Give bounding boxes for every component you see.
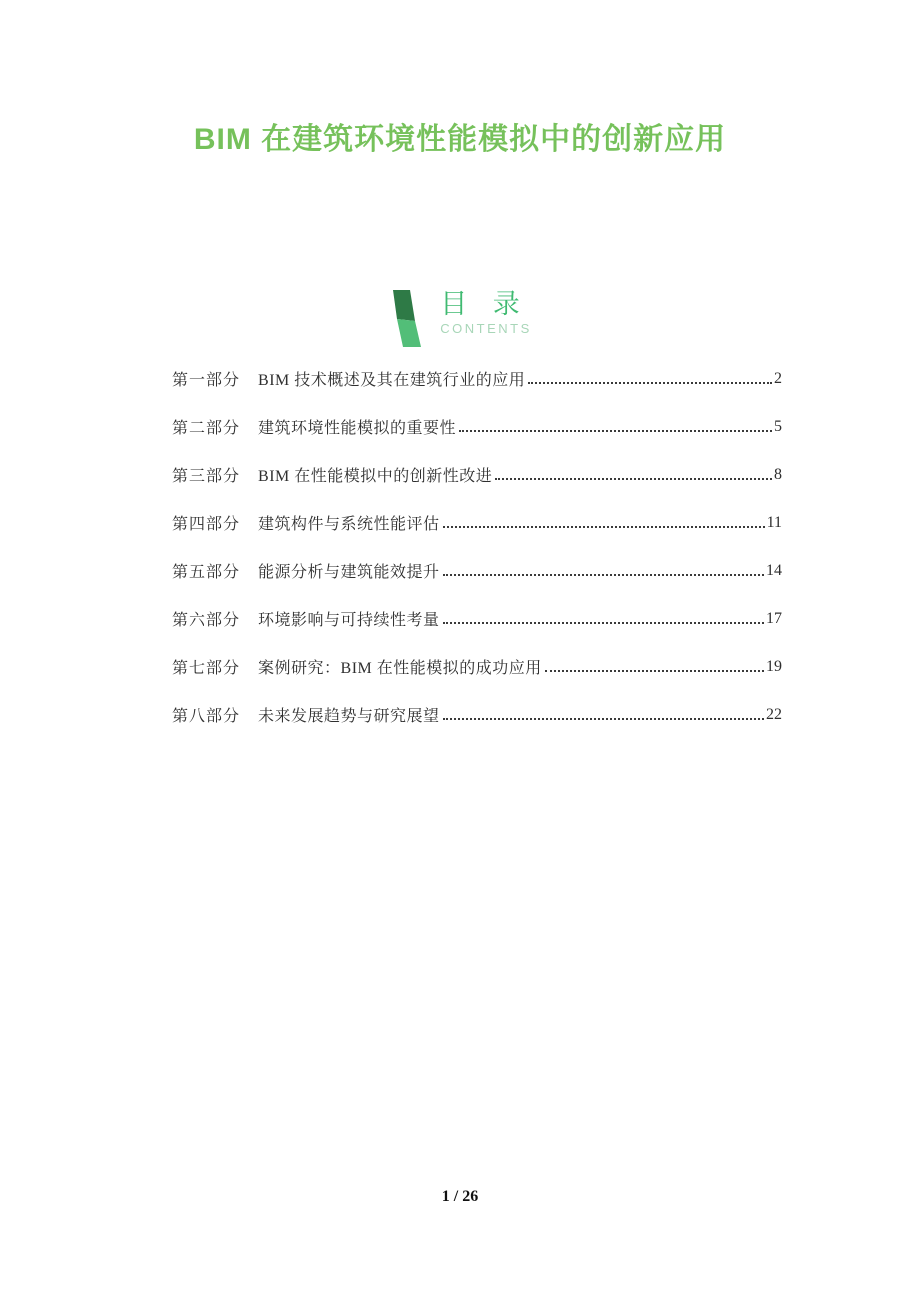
toc-entry-part: 第七部分 — [172, 659, 241, 677]
toc-dot-leader — [528, 382, 772, 384]
document-title: BIM 在建筑环境性能模拟中的创新应用 — [193, 123, 727, 156]
toc-entry[interactable] — [172, 498, 782, 546]
toc-entry[interactable] — [172, 402, 782, 450]
toc-entry-title[interactable]: BIM 在性能模拟中的创新性改进 — [258, 467, 493, 485]
page-number: 1 / 26 — [441, 1188, 479, 1205]
toc-heading: 目 录 — [440, 289, 529, 319]
toc-entry[interactable] — [172, 594, 782, 642]
toc-entry[interactable] — [172, 642, 782, 690]
toc-list — [172, 354, 782, 738]
toc-dot-leader — [443, 622, 764, 624]
toc-entry-title[interactable]: 能源分析与建筑能效提升 — [258, 563, 440, 581]
toc-ribbon-icon — [388, 290, 422, 347]
toc-entry-title[interactable]: 未来发展趋势与研究展望 — [258, 707, 440, 725]
page-footer — [0, 1188, 920, 1206]
toc-dot-leader — [495, 478, 772, 480]
toc-entry-page: 8 — [774, 466, 782, 483]
toc-entry[interactable] — [172, 354, 782, 402]
toc-entry-part: 第一部分 — [172, 371, 241, 389]
toc-entry-page: 14 — [766, 562, 782, 579]
toc-entry-title[interactable]: 案例研究：BIM 在性能模拟的成功应用 — [258, 659, 542, 677]
toc-dot-leader — [545, 670, 764, 672]
toc-subheading: CONTENTS — [440, 321, 532, 337]
toc-entry-part: 第八部分 — [172, 707, 241, 725]
toc-dot-leader — [459, 430, 772, 432]
toc-entry-part: 第四部分 — [172, 515, 241, 533]
toc-entry-title[interactable]: 建筑环境性能模拟的重要性 — [258, 419, 457, 437]
toc-entry-title[interactable]: 环境影响与可持续性考量 — [258, 611, 440, 629]
toc-entry-title[interactable]: BIM 技术概述及其在建筑行业的应用 — [258, 371, 526, 389]
toc-entry-part: 第二部分 — [172, 419, 241, 437]
toc-entry[interactable] — [172, 450, 782, 498]
toc-entry-page: 2 — [774, 370, 782, 387]
toc-entry-title[interactable]: 建筑构件与系统性能评估 — [258, 515, 440, 533]
toc-entry-part: 第三部分 — [172, 467, 241, 485]
toc-dot-leader — [443, 574, 764, 576]
toc-entry-part: 第六部分 — [172, 611, 241, 629]
toc-entry[interactable] — [172, 546, 782, 594]
toc-dot-leader — [443, 718, 764, 720]
toc-header — [0, 289, 920, 347]
toc-entry[interactable] — [172, 690, 782, 738]
toc-entry-page: 17 — [766, 610, 782, 627]
toc-entry-page: 22 — [766, 706, 782, 723]
toc-entry-page: 5 — [774, 418, 782, 435]
toc-entry-part: 第五部分 — [172, 563, 241, 581]
toc-dot-leader — [443, 526, 765, 528]
toc-entry-page: 11 — [766, 514, 782, 531]
toc-titles — [440, 289, 532, 336]
toc-entry-page: 19 — [766, 658, 782, 675]
